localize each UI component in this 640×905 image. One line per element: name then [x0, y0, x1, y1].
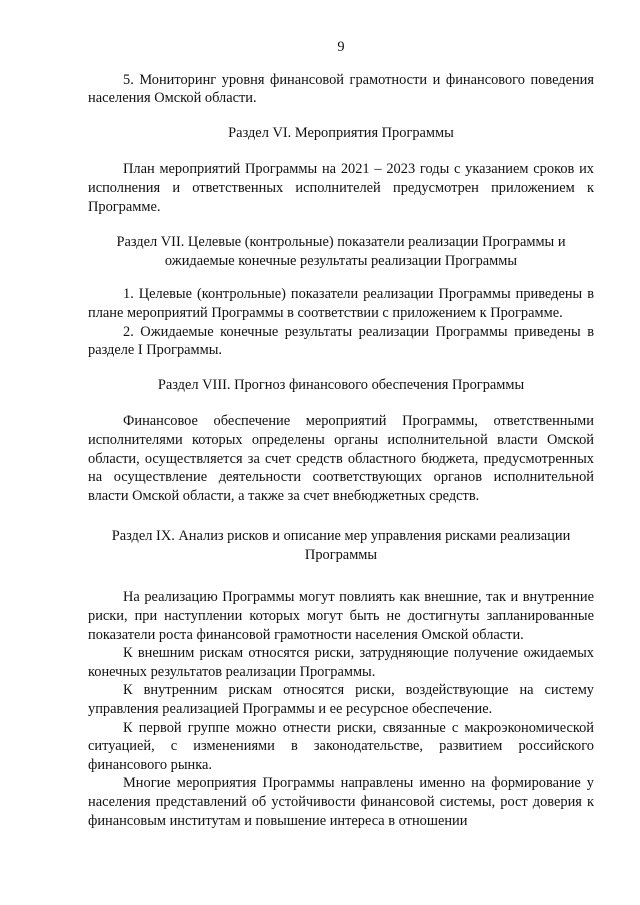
paragraph-expected-results: 2. Ожидаемые конечные результаты реализации Программы приведены в разделе I Программы.: [88, 323, 594, 359]
paragraph-program-measures: Многие мероприятия Программы направлены именно на формирование у населения представлений об устойчивости финансовой системы, рост доверия к финансовым институтам и повышение интереса в отношении: [88, 775, 594, 829]
section-heading-ix: Раздел IX. Анализ рисков и описание мер управления рисками реализации Программы: [111, 528, 571, 563]
section-heading-vii: Раздел VII. Целевые (контрольные) показатели реализации Программы и ожидаемые конечные результаты реализации Программы: [116, 234, 566, 269]
paragraph-target-indicators: 1. Целевые (контрольные) показатели реализации Программы приведены в плане мероприятий Программы в соответствии с приложением к Программе.: [88, 286, 594, 321]
paragraph-monitoring: 5. Мониторинг уровня финансовой грамотности и финансового поведения населения Омской области.: [88, 71, 594, 107]
paragraph-financing: Финансовое обеспечение мероприятий Программы, ответственными исполнителями которых определены органы исполнительной власти Омской области, осуществляется за счет средств областного бюджета, предусмотренных на осуществление деятельности соответствующих органов исполнительной власти Омской области, а также за счет внебюджетных средств.: [88, 413, 594, 504]
page-number: 9: [337, 39, 345, 55]
paragraph-external-risks: К внешним рискам относятся риски, затрудняющие получение ожидаемых конечных результатов реализации Программы.: [88, 645, 594, 680]
paragraph-plan: План мероприятий Программы на 2021 – 2023 годы с указанием сроков их исполнения и ответственных исполнителей предусмотрен приложением к Программе.: [88, 161, 594, 215]
paragraph-risks-intro: На реализацию Программы могут повлиять как внешние, так и внутренние риски, при наступлении которых могут быть не достигнуты запланированные показатели роста финансовой грамотности населения Омской области.: [88, 589, 594, 643]
paragraph-first-group: К первой группе можно отнести риски, связанные с макроэкономической ситуацией, с изменениями в законодательстве, развитием российского финансового рынка.: [88, 719, 594, 773]
section-heading-vi: Раздел VI. Мероприятия Программы: [228, 124, 454, 141]
section-heading-viii: Раздел VIII. Прогноз финансового обеспечения Программы: [157, 376, 525, 393]
paragraph-internal-risks: К внутренним рискам относятся риски, воздействующие на систему управления реализацией Программы и ее ресурсное обеспечение.: [88, 682, 594, 718]
